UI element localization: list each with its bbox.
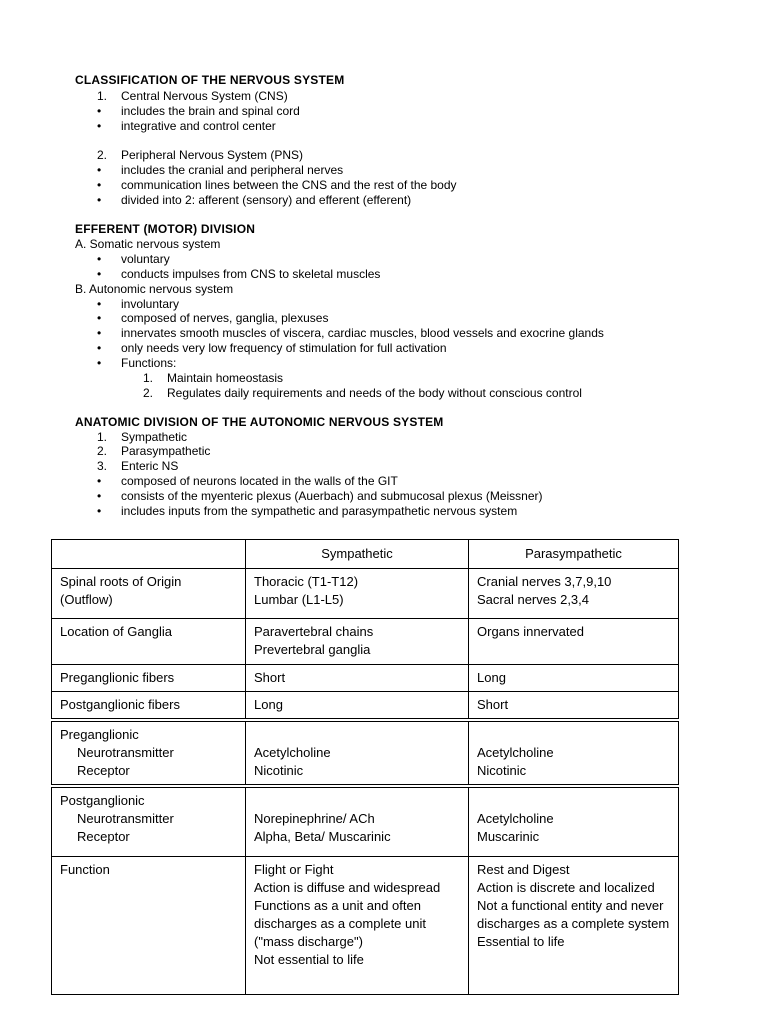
sympathetic-cell: Long — [246, 692, 469, 721]
list-item: integrative and control center — [121, 119, 276, 133]
list-item: Central Nervous System (CNS) — [121, 89, 288, 103]
list-item: only needs very low frequency of stimulation for full activation — [121, 341, 447, 355]
list-item: Peripheral Nervous System (PNS) — [121, 148, 304, 162]
list-item: Parasympathetic — [121, 444, 211, 458]
parasympathetic-cell: Short — [469, 692, 679, 721]
parasympathetic-cell: Acetylcholine Nicotinic — [469, 720, 679, 786]
subheading-autonomic: B. Autonomic nervous system — [75, 282, 234, 296]
list-item: Maintain homeostasis — [167, 371, 284, 385]
list-item: conducts impulses from CNS to skeletal muscles — [121, 267, 381, 281]
bullet: • — [97, 193, 102, 207]
list-item: includes inputs from the sympathetic and parasympathetic nervous system — [121, 504, 518, 518]
table-header-sympathetic: Sympathetic — [246, 540, 469, 569]
bullet: • — [97, 297, 102, 311]
bullet: • — [97, 267, 102, 281]
parasympathetic-cell: Acetylcholine Muscarinic — [469, 786, 679, 856]
row-label: Spinal roots of Origin (Outflow) — [52, 569, 246, 619]
list-number: 1. — [143, 371, 154, 385]
list-item: Enteric NS — [121, 459, 179, 473]
list-item: composed of neurons located in the walls of the GIT — [121, 474, 398, 488]
sympathetic-cell: Paravertebral chains Prevertebral ganglia — [246, 619, 469, 665]
row-label: Function — [52, 856, 246, 994]
table-header-parasympathetic: Parasympathetic — [469, 540, 679, 569]
bullet: • — [97, 474, 102, 488]
heading-classification: CLASSIFICATION OF THE NERVOUS SYSTEM — [75, 73, 345, 87]
list-item: includes the brain and spinal cord — [121, 104, 300, 118]
list-number: 2. — [97, 444, 108, 458]
sympathetic-cell: Flight or Fight Action is diffuse and widespread Functions as a unit and often discharges as a complete unit ("mass discharge") Not essential to life — [246, 856, 469, 994]
table-row — [52, 569, 679, 619]
table-header-empty — [52, 540, 246, 569]
sympathetic-cell: Short — [246, 665, 469, 692]
comparison-table — [51, 539, 679, 995]
bullet: • — [97, 489, 102, 503]
list-item: voluntary — [121, 252, 170, 266]
bullet: • — [97, 311, 102, 325]
list-number: 1. — [97, 430, 108, 444]
parasympathetic-cell: Organs innervated — [469, 619, 679, 665]
row-label: Postganglionic fibers — [52, 692, 246, 721]
bullet: • — [97, 326, 102, 340]
bullet: • — [97, 119, 102, 133]
bullet: • — [97, 252, 102, 266]
list-item: Sympathetic — [121, 430, 188, 444]
bullet: • — [97, 104, 102, 118]
table-row — [52, 665, 679, 692]
list-item: divided into 2: afferent (sensory) and efferent (efferent) — [121, 193, 412, 207]
table-header-row — [52, 540, 679, 569]
list-number: 3. — [97, 459, 108, 473]
list-number: 2. — [97, 148, 108, 162]
list-item: consists of the myenteric plexus (Auerbach) and submucosal plexus (Meissner) — [121, 489, 543, 503]
bullet: • — [97, 341, 102, 355]
list-item: communication lines between the CNS and the rest of the body — [121, 178, 457, 192]
bullet: • — [97, 504, 102, 518]
bullet: • — [97, 163, 102, 177]
row-label: Location of Ganglia — [52, 619, 246, 665]
table-row — [52, 692, 679, 721]
table-row — [52, 786, 679, 856]
list-number: 1. — [97, 89, 108, 103]
heading-anatomic: ANATOMIC DIVISION OF THE AUTONOMIC NERVOUS SYSTEM — [75, 415, 444, 429]
bullet: • — [97, 178, 102, 192]
heading-efferent: EFFERENT (MOTOR) DIVISION — [75, 222, 256, 236]
subheading-somatic: A. Somatic nervous system — [75, 237, 221, 251]
sympathetic-cell: Acetylcholine Nicotinic — [246, 720, 469, 786]
bullet: • — [97, 356, 102, 370]
table-row — [52, 856, 679, 994]
sympathetic-cell: Thoracic (T1-T12) Lumbar (L1-L5) — [246, 569, 469, 619]
parasympathetic-cell: Long — [469, 665, 679, 692]
list-item: Regulates daily requirements and needs of the body without conscious control — [167, 386, 582, 400]
parasympathetic-cell: Cranial nerves 3,7,9,10 Sacral nerves 2,3,4 — [469, 569, 679, 619]
sympathetic-cell: Norepinephrine/ ACh Alpha, Beta/ Muscarinic — [246, 786, 469, 856]
row-label: Postganglionic Neurotransmitter Receptor — [52, 786, 246, 856]
table-row — [52, 720, 679, 786]
list-item: composed of nerves, ganglia, plexuses — [121, 311, 329, 325]
table-row — [52, 619, 679, 665]
list-item: includes the cranial and peripheral nerves — [121, 163, 344, 177]
row-label: Preganglionic fibers — [52, 665, 246, 692]
list-item: Functions: — [121, 356, 177, 370]
list-item: innervates smooth muscles of viscera, cardiac muscles, blood vessels and exocrine glands — [121, 326, 604, 340]
list-item: involuntary — [121, 297, 180, 311]
list-number: 2. — [143, 386, 154, 400]
parasympathetic-cell: Rest and Digest Action is discrete and localized Not a functional entity and never discharges as a complete system Essential to life — [469, 856, 679, 994]
row-label: Preganglionic Neurotransmitter Receptor — [52, 720, 246, 786]
